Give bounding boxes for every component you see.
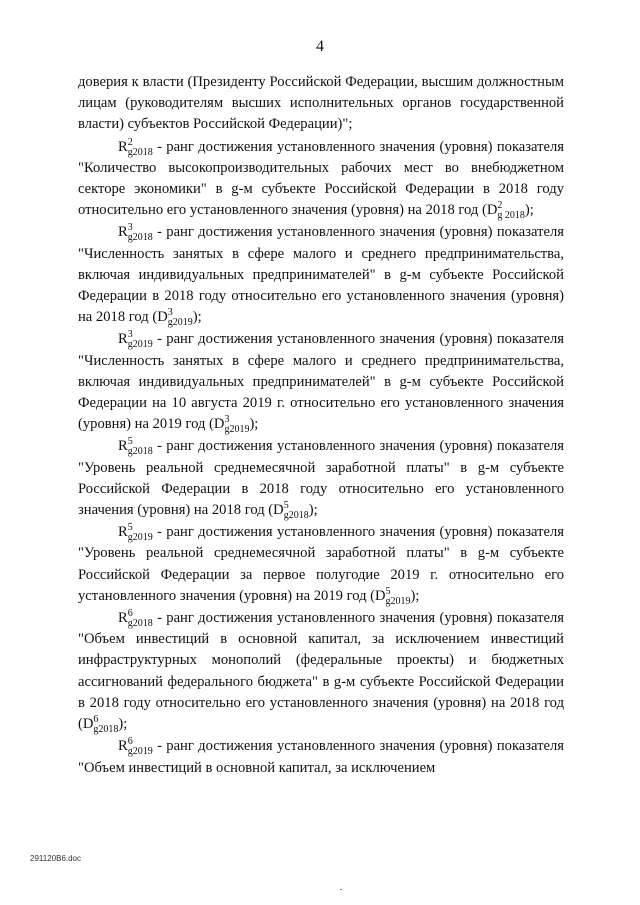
definition-text: - ранг достижения установленного значения (уровня) показателя "Объем инвестиций в основной капитал, за исключением [78,738,564,776]
definition-text: - ранг достижения установленного значения (уровня) показателя "Уровень реальной среднемесячной заработной платы" в g-м субъекте Российской Федерации в 2018 году относительно его установленного значения (уровня) на 2018 год ( [78,438,564,519]
rank-symbol [118,222,153,244]
rank-symbol-base: R [118,224,128,241]
definition-end: ); [524,202,534,219]
rank-symbol-base: R [118,524,128,541]
target-symbol-superscript: 6 [93,714,99,726]
definition-text: - ранг достижения установленного значения (уровня) показателя "Уровень реальной среднемесячной заработной платы" в g-м субъекте Российской Федерации за первое полугодие 2019 г. относительно его установленного значения (уровня) на 2019 год ( [78,524,564,604]
rank-symbol-subscript: g2019 [127,339,153,351]
rank-symbol-base: R [118,610,128,627]
definition-text: - ранг достижения установленного значения (уровня) показателя "Численность занятых в сфере малого и среднего предпринимательства, включая индивидуальных предпринимателей" в g-м субъекте Российской Федерации на 10 августа 2019 г. относительно его установленного значения (уровня) на 2019 год ( [78,331,564,433]
document-body [78,72,564,779]
definition-item [78,608,564,735]
rank-symbol [118,608,153,629]
target-symbol-subscript: g2019 [385,595,411,607]
target-symbol-base: D [486,202,498,219]
rank-symbol-base: R [118,138,128,155]
rank-symbol-subscript: g2019 [127,746,153,758]
rank-symbol-subscript: g2019 [127,532,153,544]
definition-item [78,736,564,778]
target-symbol-base: D [375,587,386,604]
definition-item [78,137,564,222]
definition-end: ); [308,502,318,519]
definition-end: ); [249,416,259,433]
target-symbol [213,414,250,436]
rank-symbol [118,522,153,544]
definition-text: - ранг достижения установленного значения (уровня) показателя "Численность занятых в сфере малого и среднего предпринимательства, включая индивидуальных предпринимателей" в g-м субъекте Российской Федерации в 2018 году относительно его установленного значения (уровня) на 2018 год ( [78,224,564,326]
target-symbol-base: D [82,716,94,733]
definition-text: - ранг достижения установленного значения (уровня) показателя "Количество высокопроизводительных рабочих мест во внебюджетном секторе экономики" в g-м субъекте Российской Федерации в 2018 году относительно его установленного значения (уровня) на 2018 год ( [78,138,564,219]
target-symbol-superscript: 5 [283,500,289,512]
target-symbol-superscript: 3 [224,414,230,426]
target-symbol [273,500,309,521]
rank-symbol-base: R [118,738,128,755]
rank-symbol [118,436,153,458]
definition-end: ); [410,587,420,604]
definition-text: - ранг достижения установленного значения (уровня) показателя "Объем инвестиций в основной капитал, за исключением инвестиций инфраструктурных монополий (федеральные проекты) и бюджетных ассигнований федерального бюджета" в g-м субъекте Российской Федерации в 2018 году относительно его установленного значения (уровня) на 2018 год ( [78,610,564,733]
target-symbol-base: D [157,309,168,326]
rank-symbol [118,329,153,351]
intro-paragraph: доверия к власти (Президенту Российской Федерации, высшим должностным лицам (руководителям высших исполнительных органов государственной власти) субъектов Российской Федерации)"; [78,74,564,133]
rank-symbol-superscript: 5 [127,522,133,534]
definition-item [78,329,564,435]
rank-symbol-superscript: 3 [127,329,133,341]
page-number: 4 [316,38,324,55]
target-symbol-subscript: g2019 [167,317,193,329]
definition-item [78,222,564,328]
target-symbol-subscript: g2018 [93,724,119,735]
rank-symbol-superscript: 3 [127,222,133,234]
target-symbol-superscript: 5 [385,586,391,598]
definition-item [78,522,564,607]
page-mark [340,889,342,890]
rank-symbol-base: R [118,438,128,455]
rank-symbol-subscript: g2018 [127,146,153,158]
rank-symbol-subscript: g2018 [127,446,153,458]
rank-symbol-superscript: 6 [127,736,133,748]
target-symbol [375,586,411,607]
rank-symbol-subscript: g2018 [127,617,153,629]
target-symbol-superscript: 3 [167,307,173,319]
footer-filename: 291120В6.doc [30,854,82,863]
target-symbol-base: D [213,416,225,433]
rank-symbol-superscript: 6 [127,608,133,620]
target-symbol [157,307,193,329]
rank-symbol-subscript: g2018 [127,232,153,244]
definition-list [78,137,564,779]
target-symbol-subscript: g2019 [224,424,250,436]
rank-symbol-base: R [118,331,128,348]
rank-symbol [118,136,153,158]
rank-symbol-superscript: 5 [127,436,133,448]
definition-end: ); [118,716,128,733]
target-symbol-subscript: g 2018 [497,210,525,222]
target-symbol-base: D [273,502,284,519]
target-symbol [486,200,525,222]
target-symbol-superscript: 2 [497,200,503,212]
rank-symbol-superscript: 2 [127,136,133,148]
definition-item [78,436,564,521]
rank-symbol [118,736,153,758]
definition-end: ); [192,309,202,326]
target-symbol-subscript: g2018 [283,509,309,521]
target-symbol [82,714,119,735]
